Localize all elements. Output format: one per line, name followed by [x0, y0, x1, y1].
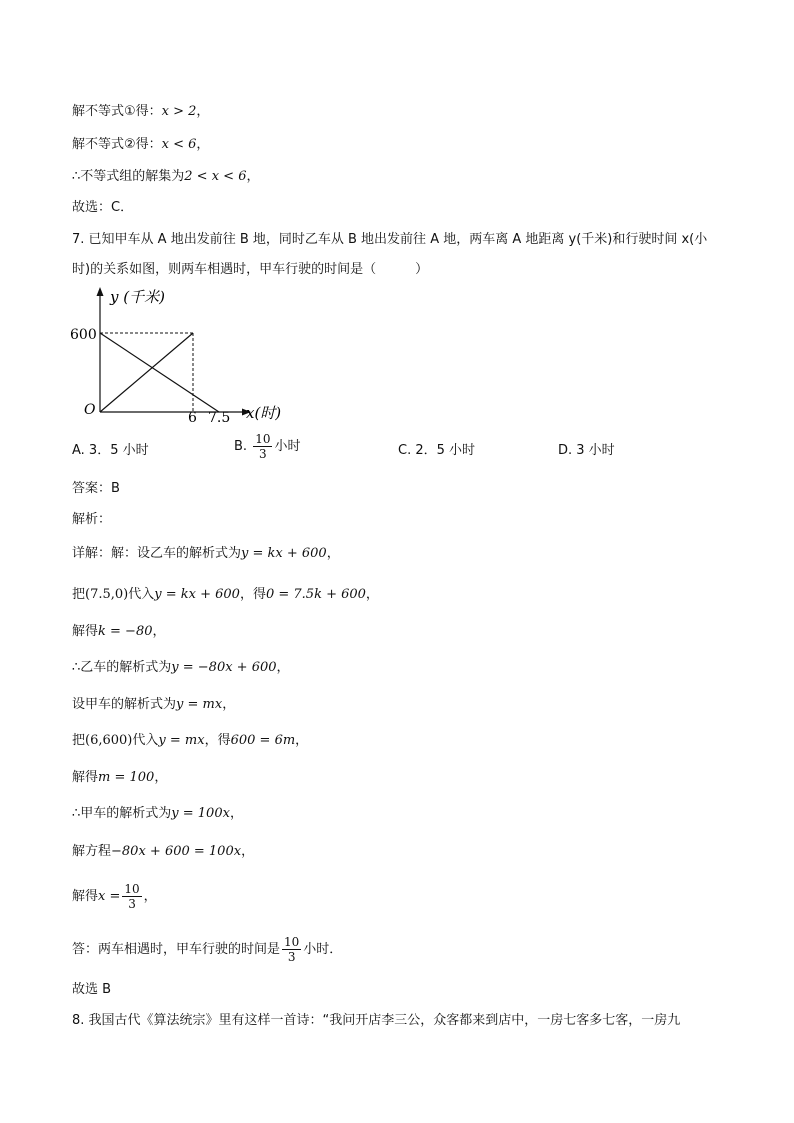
text: ∴甲车的解析式为 — [72, 806, 172, 821]
math: 2 < x < 6 — [184, 169, 247, 184]
text: 把 — [72, 733, 86, 748]
step-5 — [72, 696, 235, 714]
math: y = kx + 600 — [154, 587, 240, 602]
denominator: 3 — [259, 447, 267, 461]
text: ， — [276, 660, 290, 675]
solution-choice: 故选：C． — [72, 200, 134, 215]
text: ， — [229, 806, 243, 821]
math: y = mx — [176, 697, 223, 712]
text: 代入 — [128, 587, 155, 602]
text: 把 — [72, 587, 86, 602]
x-tick-6: 6 — [188, 410, 197, 426]
text: 解不等式①得： — [72, 104, 162, 119]
car-jia-line — [100, 333, 193, 412]
math: x = — [98, 889, 121, 904]
math: 600 = 6m — [230, 733, 296, 748]
origin-label: O — [84, 402, 96, 418]
text: ， — [152, 624, 166, 639]
step-10 — [72, 876, 157, 918]
text: ， — [154, 770, 168, 785]
text: ， — [295, 733, 309, 748]
denominator: 3 — [287, 950, 296, 964]
question-8-line1: 8. 我国古代《算法统宗》里有这样一首诗：“我问开店李三公，众客都来到店中，一房七客多七客，一房九 — [72, 1013, 681, 1028]
text: 答：两车相遇时，甲车行驶的时间是 — [72, 942, 281, 957]
text: 详解：解：设乙车的解析式为 — [72, 546, 242, 561]
text: 代入 — [132, 733, 159, 748]
text: 小时． — [303, 942, 343, 957]
option-b-fraction — [253, 432, 272, 461]
solution-line-ineq1 — [72, 103, 209, 121]
step-1 — [72, 545, 340, 563]
math: y = mx — [158, 733, 205, 748]
fraction — [282, 935, 301, 964]
question-7-line2: 时)的关系如图，则两车相遇时，甲车行驶的时间是（ ） — [72, 262, 429, 277]
step-3 — [72, 623, 166, 641]
distance-time-graph — [68, 285, 298, 427]
text: ， — [241, 844, 255, 859]
math: (6,600) — [85, 733, 133, 748]
answer: 答案：B — [72, 481, 120, 496]
step-8 — [72, 805, 243, 823]
option-a[interactable]: A. 3．5 小时 — [72, 443, 149, 458]
solution-line-set — [72, 168, 260, 186]
math: 0 = 7.5k + 600 — [265, 587, 366, 602]
analysis-label: 解析： — [72, 512, 112, 527]
text: ， — [196, 137, 210, 152]
math: x < 6 — [161, 137, 197, 152]
math: y = 100x — [171, 806, 230, 821]
text: ∴乙车的解析式为 — [72, 660, 172, 675]
y-axis-label: y (千米) — [110, 288, 165, 306]
step-11 — [72, 929, 342, 971]
question-7-line1: 7. 已知甲车从 A 地出发前往 B 地，同时乙车从 B 地出发前往 A 地，两车离 A 地距离 y(千米)和行驶时间 x(小 — [72, 232, 708, 247]
option-c[interactable]: C. 2．5 小时 — [398, 443, 476, 458]
text: 解得 — [72, 889, 99, 904]
denominator: 3 — [128, 897, 136, 911]
text: ，得 — [204, 733, 231, 748]
option-d[interactable]: D. 3 小时 — [558, 443, 615, 458]
math: −80x + 600 = 100x — [111, 844, 242, 859]
text: 解方程 — [72, 844, 112, 859]
step-12: 故选 B — [72, 982, 112, 997]
text: 解不等式②得： — [72, 137, 162, 152]
step-6 — [72, 732, 308, 750]
text: ∴不等式组的解集为 — [72, 169, 185, 184]
text: ， — [246, 169, 260, 184]
math: y = kx + 600 — [241, 546, 327, 561]
step-9 — [72, 843, 254, 861]
text: ， — [365, 587, 379, 602]
step-2 — [72, 586, 379, 604]
math: k = −80 — [98, 624, 153, 639]
text: 设甲车的解析式为 — [72, 697, 177, 712]
text: 解得 — [72, 770, 99, 785]
option-b-suffix: 小时 — [274, 439, 301, 454]
step-7 — [72, 769, 167, 787]
text: ， — [222, 697, 236, 712]
text: ， — [196, 104, 210, 119]
fraction — [122, 882, 141, 911]
math: (7.5,0) — [85, 587, 129, 602]
text: 解得 — [72, 624, 99, 639]
numerator: 10 — [124, 882, 140, 896]
y-axis-arrow — [97, 287, 104, 296]
numerator: 10 — [284, 935, 300, 949]
text: ， — [326, 546, 340, 561]
numerator: 10 — [255, 432, 271, 446]
math: y = −80x + 600 — [171, 660, 277, 675]
x-axis-label: x(时) — [246, 404, 282, 422]
text: ， — [143, 889, 157, 904]
solution-line-ineq2 — [72, 136, 209, 154]
math: m = 100 — [98, 770, 155, 785]
option-b-prefix: B. — [234, 439, 248, 454]
y-tick-600: 600 — [70, 327, 97, 343]
text: ，得 — [239, 587, 266, 602]
option-b[interactable] — [234, 432, 301, 461]
math: x > 2 — [161, 104, 197, 119]
x-tick-7-5: 7.5 — [208, 410, 231, 426]
car-yi-line — [100, 333, 219, 412]
step-4 — [72, 659, 290, 677]
